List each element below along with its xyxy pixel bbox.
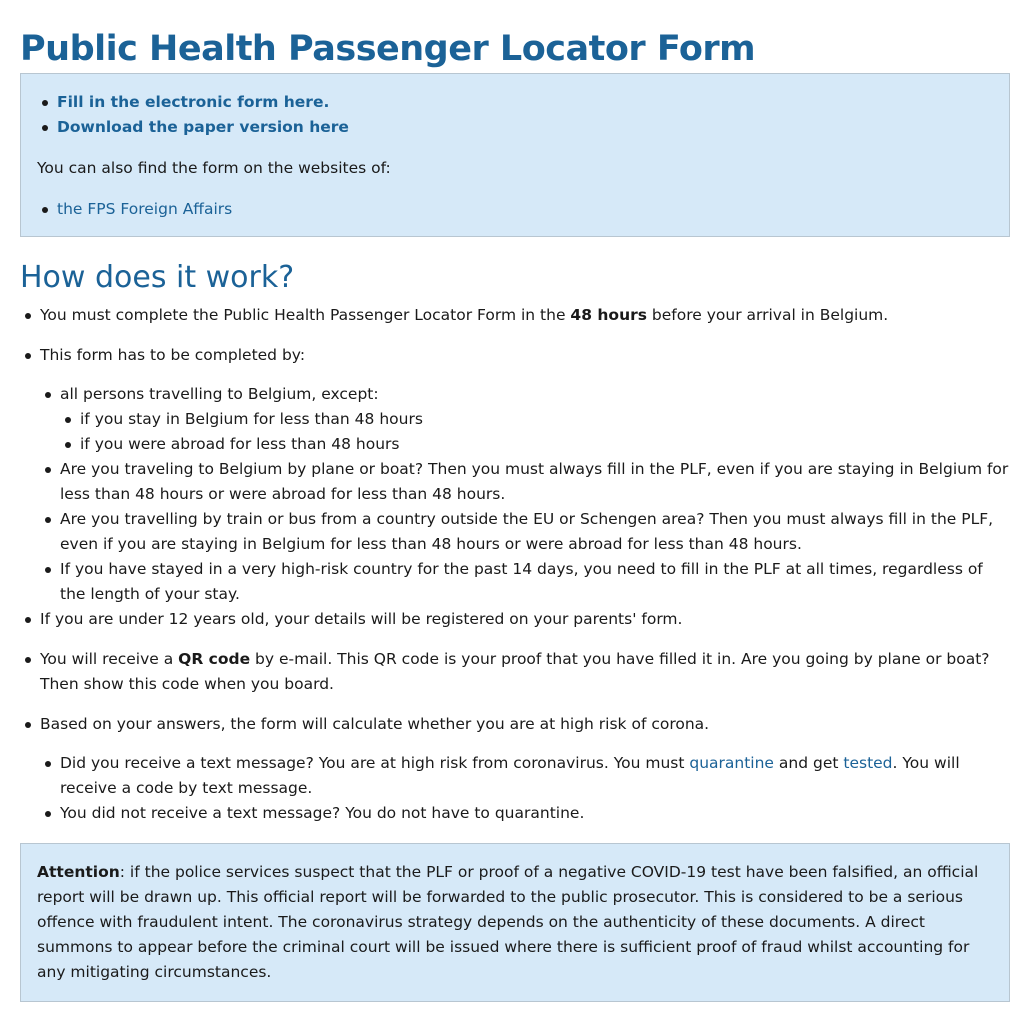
emphasis-qr-code: QR code (178, 650, 251, 668)
list-item: all persons travelling to Belgium, except: if you stay in Belgium for less than 48 hours if you were abroad for less than 48 hours (60, 382, 1010, 457)
attention-label: Attention (37, 863, 120, 881)
fps-foreign-affairs-link[interactable]: the FPS Foreign Affairs (57, 200, 233, 218)
emphasis-48-hours: 48 hours (570, 306, 647, 324)
exceptions-list (60, 407, 1010, 457)
list-item (57, 115, 993, 140)
tested-link[interactable]: tested (843, 754, 893, 772)
primary-links-list (37, 90, 993, 140)
list-item: if you were abroad for less than 48 hours (80, 432, 1010, 457)
list-item: Did you receive a text message? You are at high risk from coronavirus. You must quarantine and get tested. You will receive a code by text message. (60, 751, 1010, 801)
list-item (57, 90, 993, 115)
list-item: If you are under 12 years old, your details will be registered on your parents' form. (40, 607, 1010, 632)
completed-by-sublist (40, 382, 1010, 607)
quarantine-link[interactable]: quarantine (689, 754, 774, 772)
list-item: You must complete the Public Health Passenger Locator Form in the 48 hours before your arrival in Belgium. (40, 303, 1010, 328)
list-item: If you have stayed in a very high-risk country for the past 14 days, you need to fill in the PLF at all times, regardless of the length of your stay. (60, 557, 1010, 607)
list-item: This form has to be completed by: all persons travelling to Belgium, except: if you stay in Belgium for less than 48 hours if you were abroad for less than 48 hours Are you traveling to Belgium by plane or boat? Then you must always fill in the PLF, even if you are staying in Belgium for less than 48 hours or were abroad for less than 48 hours. Are you travelling by train or bus from a country outside the EU or Schengen area? Then you must always fill in the PLF, even if you are staying in Belgium for less than 48 hours or were abroad for less than 48 hours. If you have stayed in a very high-risk country for the past 14 days, you need to fill in the PLF at all times, regardless of the length of your stay. (40, 343, 1010, 607)
attention-box (20, 843, 1010, 1002)
list-item: Are you travelling by train or bus from a country outside the EU or Schengen area? Then you must always fill in the PLF, even if you are staying in Belgium for less than 48 hours or were abroad for less than 48 hours. (60, 507, 1010, 557)
list-item: Based on your answers, the form will calculate whether you are at high risk of corona. Did you receive a text message? You are at high risk from coronavirus. You must quarantine and get tested. You will receive a code by text message. You did not receive a text message? You do not have to quarantine. (40, 712, 1010, 826)
risk-sublist (40, 751, 1010, 826)
list-item: if you stay in Belgium for less than 48 hours (80, 407, 1010, 432)
also-find-text: You can also find the form on the websites of: (37, 159, 391, 177)
list-item (57, 197, 993, 222)
secondary-links-list (37, 197, 993, 222)
how-it-works-list (20, 303, 1010, 826)
form-links-box (20, 73, 1010, 237)
list-item: Are you traveling to Belgium by plane or boat? Then you must always fill in the PLF, even if you are staying in Belgium for less than 48 hours or were abroad for less than 48 hours. (60, 457, 1010, 507)
section-heading: How does it work? (20, 260, 295, 295)
paper-version-link[interactable]: Download the paper version here (57, 118, 349, 136)
list-item: You did not receive a text message? You do not have to quarantine. (60, 801, 1010, 826)
attention-text: Attention: if the police services suspect that the PLF or proof of a negative COVID-19 test have been falsified, an official report will be drawn up. This official report will be forwarded to the public prosecutor. This is considered to be a serious offence with fraudulent intent. The coronavirus strategy depends on the authenticity of these documents. A direct summons to appear before the criminal court will be issued where there is sufficient proof of fraud whilst accounting for any mitigating circumstances. (37, 863, 979, 981)
electronic-form-link[interactable]: Fill in the electronic form here. (57, 93, 330, 111)
list-item: You will receive a QR code by e-mail. This QR code is your proof that you have filled it in. Are you going by plane or boat? Then show this code when you board. (40, 647, 1010, 697)
page-title: Public Health Passenger Locator Form (20, 29, 756, 69)
